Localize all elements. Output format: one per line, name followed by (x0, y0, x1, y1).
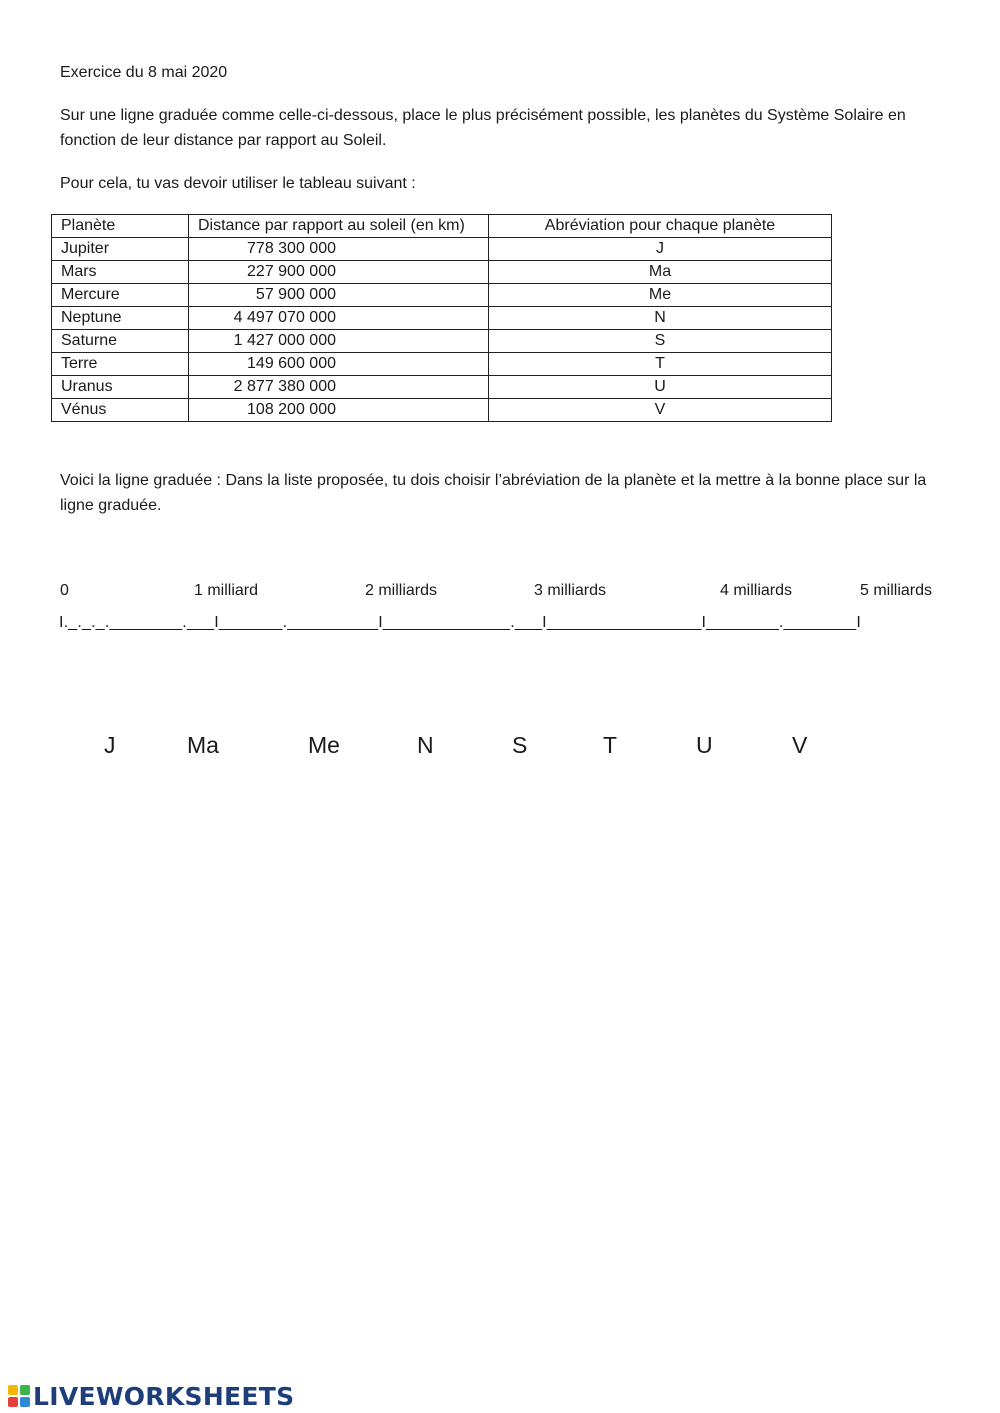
liveworksheets-logo (8, 1381, 294, 1411)
header-distance: Distance par rapport au soleil (en km) (189, 215, 489, 238)
header-planet: Planète (52, 215, 189, 238)
planet-name-cell: Mercure (52, 284, 189, 307)
table-header-row (52, 215, 832, 238)
planet-name-cell: Saturne (52, 330, 189, 353)
graduated-line[interactable]: I._._._.________.___I_______.__________I______________.___I_________________I________.________I (59, 614, 862, 631)
logo-text: LIVEWORKSHEETS (33, 1381, 295, 1411)
choice-v[interactable]: V (792, 732, 808, 758)
planet-name-cell: Vénus (52, 399, 189, 422)
scale-label-3: 3 milliards (534, 582, 607, 599)
abbreviation-cell: U (489, 376, 832, 399)
table-row (52, 284, 832, 307)
planet-name-cell: Jupiter (52, 238, 189, 261)
abbreviation-cell: S (489, 330, 832, 353)
distance-cell (189, 261, 489, 284)
distance-value: 108 200 000 (247, 401, 336, 418)
choice-s[interactable]: S (512, 732, 528, 758)
intro-paragraph: Sur une ligne graduée comme celle-ci-dessous, place le plus précisément possible, les planètes du Système Solaire en fonction de leur distance par rapport au Soleil. (60, 107, 906, 149)
distance-cell (189, 353, 489, 376)
table-intro-paragraph: Pour cela, tu vas devoir utiliser le tableau suivant : (60, 175, 416, 192)
distance-value: 778 300 000 (247, 240, 336, 257)
distance-cell (189, 284, 489, 307)
scale-label-4: 4 milliards (720, 582, 793, 599)
abbreviation-cell: Ma (489, 261, 832, 284)
logo-block (8, 1385, 18, 1395)
planet-name-cell: Mars (52, 261, 189, 284)
logo-blocks-icon (8, 1385, 30, 1407)
distance-cell (189, 376, 489, 399)
distance-cell (189, 307, 489, 330)
line-intro-paragraph: Voici la ligne graduée : Dans la liste proposée, tu dois choisir l’abréviation de la planète et la mettre à la bonne place sur la ligne graduée. (60, 472, 927, 514)
abbreviation-cell: N (489, 307, 832, 330)
distance-value: 2 877 380 000 (233, 378, 336, 395)
choice-u[interactable]: U (696, 732, 713, 758)
scale-label-1: 1 milliard (194, 582, 259, 599)
distance-cell (189, 399, 489, 422)
table-row (52, 353, 832, 376)
planet-name-cell: Uranus (52, 376, 189, 399)
choice-me[interactable]: Me (308, 732, 340, 758)
logo-block (8, 1397, 18, 1407)
distance-value: 1 427 000 000 (233, 332, 336, 349)
planet-distance-table (51, 214, 832, 422)
choice-j[interactable]: J (104, 732, 116, 758)
scale-label-0: 0 (60, 582, 69, 599)
planet-name-cell: Terre (52, 353, 189, 376)
abbreviation-cell: T (489, 353, 832, 376)
choice-n[interactable]: N (417, 732, 434, 758)
table-row (52, 307, 832, 330)
distance-value: 57 900 000 (255, 286, 336, 303)
scale-label-5: 5 milliards (860, 582, 933, 599)
abbreviation-cell: J (489, 238, 832, 261)
distance-value: 4 497 070 000 (233, 309, 336, 326)
distance-value: 149 600 000 (247, 355, 336, 372)
logo-block (20, 1385, 30, 1395)
table-row (52, 330, 832, 353)
logo-block (20, 1397, 30, 1407)
header-abbreviation: Abréviation pour chaque planète (489, 215, 832, 238)
table-row (52, 399, 832, 422)
exercise-title: Exercice du 8 mai 2020 (60, 64, 228, 81)
table-row (52, 376, 832, 399)
choice-t[interactable]: T (603, 732, 618, 758)
table-row (52, 261, 832, 284)
distance-value: 227 900 000 (247, 263, 336, 280)
table-row (52, 238, 832, 261)
abbreviation-cell: V (489, 399, 832, 422)
abbreviation-cell: Me (489, 284, 832, 307)
distance-cell (189, 330, 489, 353)
choice-ma[interactable]: Ma (187, 732, 219, 758)
planet-name-cell: Neptune (52, 307, 189, 330)
distance-cell (189, 238, 489, 261)
scale-label-2: 2 milliards (365, 582, 438, 599)
